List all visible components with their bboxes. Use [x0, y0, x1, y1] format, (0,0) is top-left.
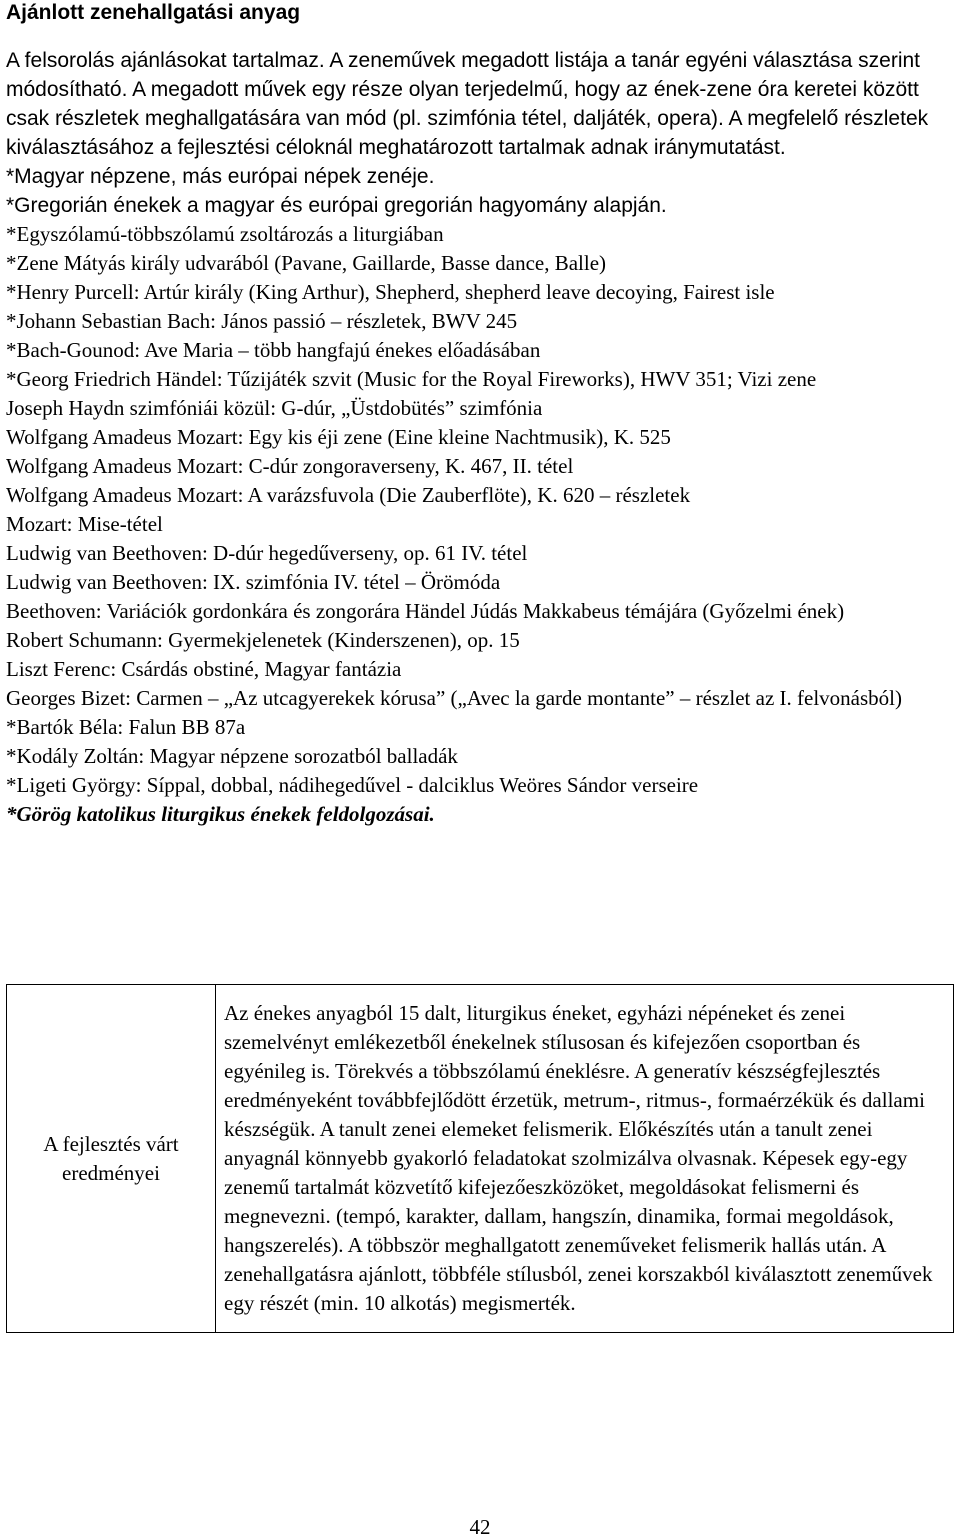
- list-item: *Georg Friedrich Händel: Tűzijáték szvit (Music for the Royal Fireworks), HWV 351; Vizi zene: [6, 367, 817, 391]
- list-item: Joseph Haydn szimfóniái közül: G-dúr, „Üstdobütés” szimfónia: [6, 396, 543, 420]
- intro-paragraph: A felsorolás ajánlásokat tartalmaz. A zeneművek megadott listája a tanár egyéni választása szerint módosítható. A megadott művek egy része olyan terjedelmű, hogy az ének-zene óra keretei között csak részletek meghallgatására van mód (pl. szimfónia tétel, daljáték, opera). A megfelelő részletek kiválasztásához a fejlesztési céloknál meghatározott tartalmak adnak iránymutatást.: [6, 49, 929, 159]
- list-item: *Henry Purcell: Artúr király (King Arthur), Shepherd, shepherd leave decoying, Fairest isle: [6, 280, 775, 304]
- listening-list: [6, 162, 954, 829]
- list-item: *Zene Mátyás király udvarából (Pavane, Gaillarde, Basse dance, Balle): [6, 251, 607, 275]
- list-item: Ludwig van Beethoven: IX. szimfónia IV. tétel – Örömóda: [6, 570, 501, 594]
- list-item: *Johann Sebastian Bach: János passió – részletek, BWV 245: [6, 309, 518, 333]
- outcome-label: A fejlesztés várt eredményei: [7, 985, 216, 1333]
- document-title: Ajánlott zenehallgatási anyag: [6, 1, 301, 24]
- outcome-table: [6, 984, 954, 1333]
- page-number: 42: [469, 1515, 491, 1539]
- list-item: Beethoven: Variációk gordonkára és zongorára Händel Júdás Makkabeus témájára (Győzelmi ének): [6, 599, 845, 623]
- list-item: *Ligeti György: Síppal, dobbal, nádihegedűvel - dalciklus Weöres Sándor verseire: [6, 773, 699, 797]
- list-item-emphasized: *Görög katolikus liturgikus énekek feldolgozásai.: [6, 802, 435, 826]
- outcome-content: Az énekes anyagból 15 dalt, liturgikus éneket, egyházi népéneket és zenei szemelvényt emlékezetből énekelnek stílusosan és kifejezően csoportban és egyénileg is. Törekvés a többszólamú éneklésre. A generatív készségfejlesztés eredményeként továbbfejlődött érzetük, metrum-, ritmus-, formaérzékük és dallami készségük. A tanult zenei elemeket felismerik. Előkészítés után a tanult zenei anyagnál könnyebb gyakorló feladatokat szolmizálva olvasnak. Képesek egy-egy zenemű tartalmát közvetítő kifejezőeszközöket, megoldásokat felismerni és megnevezni. (tempó, karakter, dallam, hangszín, dinamika, formai megoldások, hangszerelés). A többször meghallgatott zeneműveket felismerik hallás után. A zenehallgatásra ajánlott, többféle stílusból, zenei korszakból kiválasztott zeneművek egy részét (min. 10 alkotás) megismerték.: [216, 985, 954, 1333]
- list-item: Robert Schumann: Gyermekjelenetek (Kinderszenen), op. 15: [6, 628, 520, 652]
- list-item: *Egyszólamú-többszólamú zsoltározás a liturgiában: [6, 222, 444, 246]
- list-item: *Kodály Zoltán: Magyar népzene sorozatból balladák: [6, 744, 458, 768]
- list-item: Liszt Ferenc: Csárdás obstiné, Magyar fantázia: [6, 657, 402, 681]
- list-item: Wolfgang Amadeus Mozart: A varázsfuvola (Die Zauberflöte), K. 620 – részletek: [6, 483, 691, 507]
- list-item: *Magyar népzene, más európai népek zenéje.: [6, 165, 435, 188]
- document-page: [6, 0, 954, 829]
- table-row: [7, 985, 954, 1333]
- list-item: Ludwig van Beethoven: D-dúr hegedűverseny, op. 61 IV. tétel: [6, 541, 528, 565]
- list-item: *Gregorián énekek a magyar és európai gregorián hagyomány alapján.: [6, 194, 667, 217]
- list-item: Wolfgang Amadeus Mozart: Egy kis éji zene (Eine kleine Nachtmusik), K. 525: [6, 425, 671, 449]
- list-item: *Bach-Gounod: Ave Maria – több hangfajú énekes előadásában: [6, 338, 541, 362]
- list-item: Wolfgang Amadeus Mozart: C-dúr zongoraverseny, K. 467, II. tétel: [6, 454, 574, 478]
- list-item: Mozart: Mise-tétel: [6, 512, 163, 536]
- list-item: Georges Bizet: Carmen – „Az utcagyerekek kórusa” („Avec la garde montante” – részlet az I. felvonásból): [6, 686, 902, 710]
- list-item: *Bartók Béla: Falun BB 87a: [6, 715, 246, 739]
